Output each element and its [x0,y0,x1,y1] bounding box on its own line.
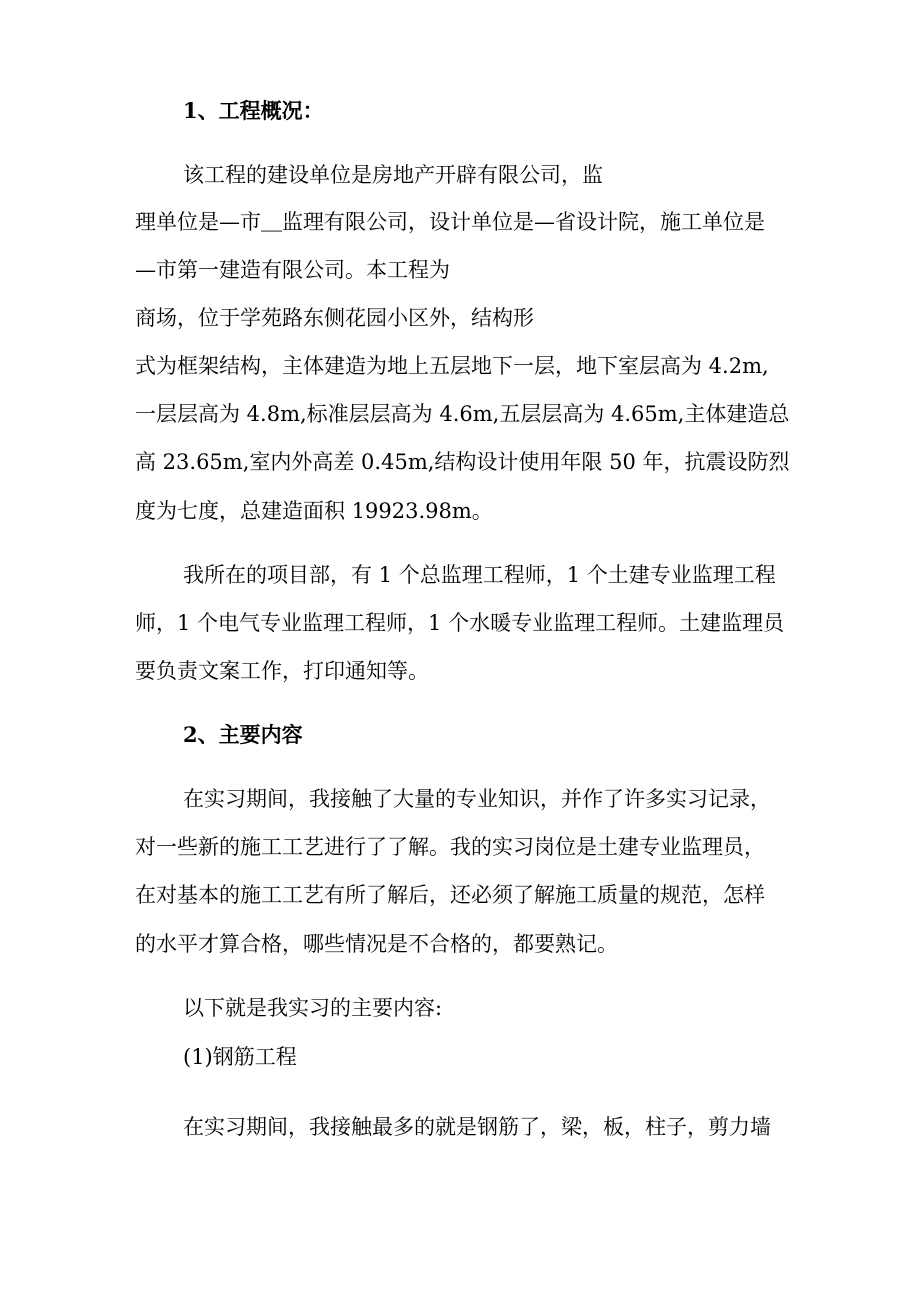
paragraph-line: 我所在的项目部，有 1 个总监理工程师，1 个土建专业监理工程 [183,563,776,587]
section-2-heading: 2、主要内容 [183,722,303,747]
paragraph-line: 式为框架结构，主体建造为地上五层地下一层，地下室层高为 4.2m, [135,354,769,378]
paragraph-line: 的水平才算合格，哪些情况是不合格的，都要熟记。 [135,932,618,956]
section-1-heading: 1、工程概况： [183,98,324,123]
list-item-heading: (1)钢筋工程 [183,1045,297,1069]
paragraph-line: 一层层高为 4.8m,标准层层高为 4.6m,五层层高为 4.65m,主体建造总 [135,402,790,426]
paragraph-line: 以下就是我实习的主要内容: [183,996,443,1020]
paragraph-line: —市第一建造有限公司。本工程为 [135,258,450,282]
paragraph-line: 在实习期间，我接触了大量的专业知识，并作了许多实习记录， [183,787,771,811]
paragraph-line: 商场，位于学苑路东侧花园小区外，结构形 [135,306,534,330]
paragraph-line: 师，1 个电气专业监理工程师，1 个水暖专业监理工程师。土建监理员 [135,611,785,635]
paragraph-line: 在实习期间，我接触最多的就是钢筋了，梁，板，柱子，剪力墙 [183,1115,771,1139]
paragraph-line: 对一些新的施工工艺进行了了解。我的实习岗位是土建专业监理员， [135,835,765,859]
paragraph-line: 要负责文案工作，打印通知等。 [135,659,429,683]
paragraph-line: 度为七度，总建造面积 19923.98m。 [135,499,493,523]
paragraph-line: 该工程的建设单位是房地产开辟有限公司，监 [183,163,603,187]
paragraph-line: 在对基本的施工工艺有所了解后，还必须了解施工质量的规范，怎样 [135,883,765,907]
paragraph-line: 高 23.65m,室内外高差 0.45m,结构设计使用年限 50 年，抗震设防烈 [135,450,790,474]
paragraph-line: 理单位是—市＿监理有限公司，设计单位是—省设计院，施工单位是 [135,210,765,234]
